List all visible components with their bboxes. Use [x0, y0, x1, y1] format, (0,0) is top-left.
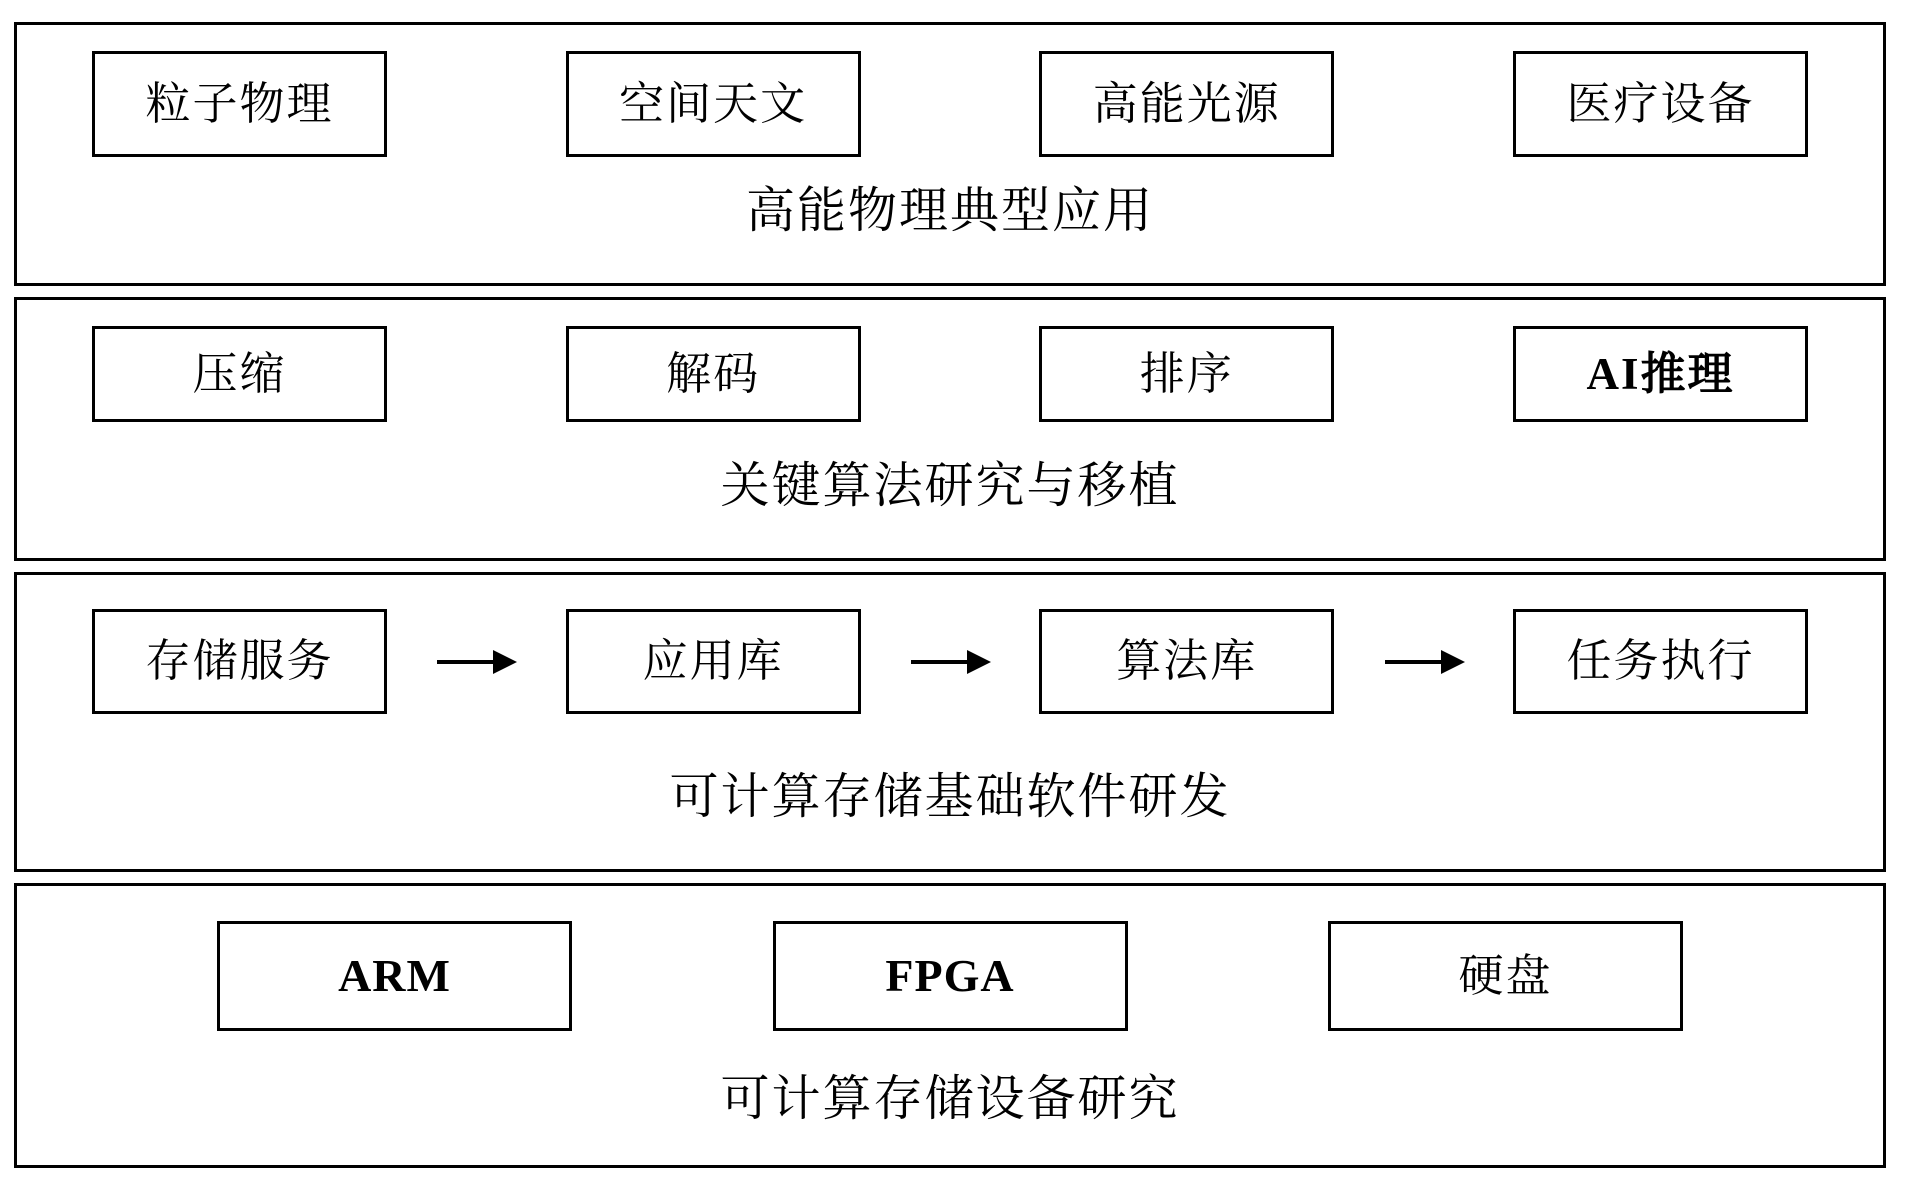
node-arm[interactable] [217, 921, 572, 1031]
node-hard-disk[interactable] [1328, 921, 1683, 1031]
layer-base-software [14, 572, 1886, 872]
node-fpga[interactable] [773, 921, 1128, 1031]
arrow-right-icon [433, 651, 519, 673]
layer-caption-base-software: 可计算存储基础软件研发 [669, 769, 1231, 824]
layer-caption-hardware: 可计算存储设备研究 [720, 1071, 1180, 1126]
node-decoding[interactable] [566, 326, 861, 422]
node-label: 粒子物理 [145, 78, 334, 129]
node-compression[interactable] [92, 326, 387, 422]
application-node-row [17, 25, 1883, 157]
hardware-node-row [17, 886, 1883, 1031]
node-medical-equipment[interactable] [1513, 51, 1808, 157]
arrow-head [967, 650, 991, 674]
arrow-right-icon [907, 651, 993, 673]
node-ai-inference[interactable] [1513, 326, 1808, 422]
node-label: 应用库 [642, 636, 784, 686]
node-sorting[interactable] [1039, 326, 1334, 422]
layer-algorithms [14, 297, 1886, 561]
node-task-execution[interactable] [1513, 609, 1808, 714]
arrow-shaft [1385, 660, 1447, 664]
node-label: 排序 [1139, 348, 1234, 399]
arrow-shaft [911, 660, 973, 664]
node-particle-physics[interactable] [92, 51, 387, 157]
node-algorithm-library[interactable] [1039, 609, 1334, 714]
node-application-library[interactable] [566, 609, 861, 714]
node-label: AI推理 [1586, 348, 1735, 399]
node-label: 压缩 [192, 348, 287, 399]
node-label: 高能光源 [1092, 78, 1281, 129]
arrow-right-icon [1381, 651, 1467, 673]
node-label: FPGA [885, 950, 1015, 1001]
arrow-shaft [437, 660, 499, 664]
layer-caption-algorithms: 关键算法研究与移植 [720, 458, 1180, 513]
layer-stack [14, 22, 1886, 1168]
layer-applications [14, 22, 1886, 286]
node-label: 任务执行 [1566, 636, 1755, 686]
node-label: 空间天文 [619, 78, 808, 129]
node-label: ARM [338, 950, 451, 1001]
node-label: 算法库 [1116, 636, 1258, 686]
layer-hardware [14, 883, 1886, 1168]
node-label: 解码 [666, 348, 761, 399]
node-space-astronomy[interactable] [566, 51, 861, 157]
node-label: 医疗设备 [1566, 78, 1755, 129]
software-flow-row [17, 575, 1883, 714]
node-label: 硬盘 [1458, 950, 1553, 1001]
arrow-head [1441, 650, 1465, 674]
node-label: 存储服务 [145, 636, 334, 686]
layer-caption-applications: 高能物理典型应用 [745, 183, 1154, 238]
arrow-head [493, 650, 517, 674]
algorithm-node-row [17, 300, 1883, 422]
node-storage-service[interactable] [92, 609, 387, 714]
node-high-energy-light-source[interactable] [1039, 51, 1334, 157]
